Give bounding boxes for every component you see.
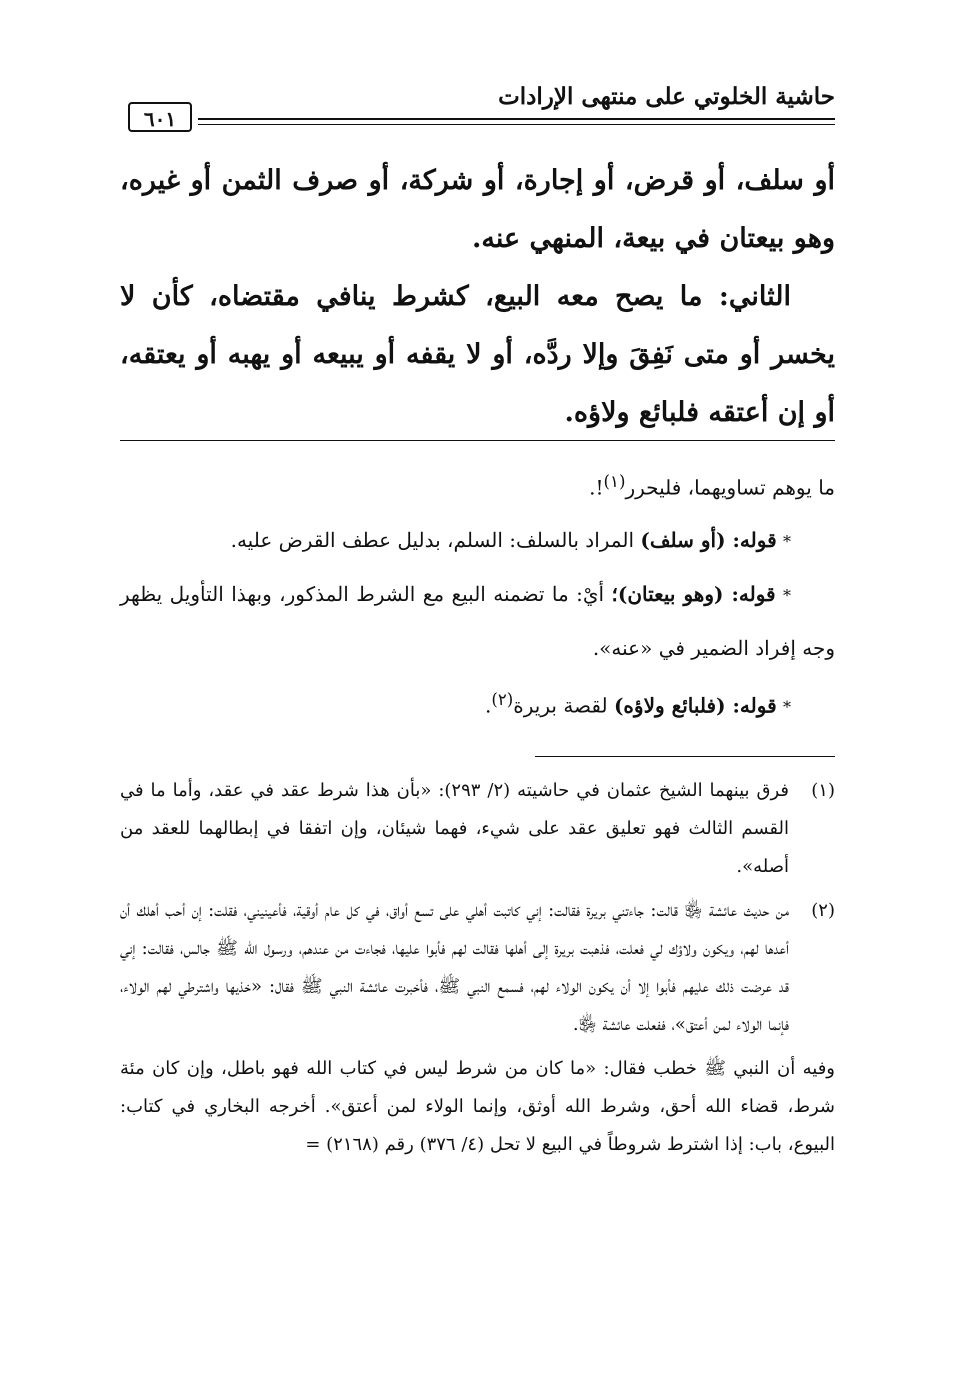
star-marker: *	[783, 697, 791, 717]
commentary-line	[120, 456, 835, 514]
commentary-label: قوله: (فلبائع ولاؤه)	[613, 693, 777, 718]
text-divider	[120, 440, 835, 441]
footnote-divider	[535, 756, 835, 757]
footnote-2	[120, 892, 835, 1044]
footnote-continuation: وفيه أن النبي ﷺ خطب فقال: «ما كان من شرط ليس في كتاب الله فهو باطل، وإن كان مئة شرط، قضاء الله أحق، وشرط الله أوثق، وإنما الولاء لمن أعتق». أخرجه البخاري في كتاب: البيوع، باب: إذا اشترط شروطاً في البيع لا تحل (٤/ ٣٧٦) رقم (٢١٦٨) =	[120, 1058, 835, 1155]
commentary-text: أيْ: ما تضمنه البيع مع الشرط المذكور، وبهذا التأويل يظهر وجه إفراد الضمير في «عنه».	[120, 581, 835, 660]
footnote-1	[120, 772, 835, 886]
commentary-text: !.	[589, 475, 604, 500]
page-header	[120, 82, 835, 132]
commentary	[120, 456, 835, 733]
footnote-text: من حديث عائشة ﵂ قالت: جاءتني بريرة فقالت: إني كاتبت أهلي على تسع أواق، في كل عام أوقية، فأعينيني، فقلت: إن أحب أهلك أن أعدها لهم، ويكون ولاؤك لي فعلت، فذهبت بريرة إلى أهلها فقالت لهم فأبوا عليها، فجاءت من عندهم، ورسول الله ﷺ جالس، فقالت: إني قد عرضت ذلك عليهم فأبوا إلا أن يكون الولاء لهم، فسمع النبي ﷺ، فأخبرت عائشة النبي ﷺ فقال: «خذيها واشترطي لهم الولاء، فإنما الولاء لمن أعتق»، ففعلت عائشة ﵂.	[120, 900, 789, 1035]
commentary-text: لقصة بريرة	[513, 693, 614, 718]
commentary-text: المراد بالسلف: السلم، بدليل عطف القرض عليه.	[230, 527, 641, 552]
commentary-text: ما يوهم تساويهما، فليحرر	[625, 475, 835, 500]
commentary-label: قوله: (وهو بيعتان)؛	[611, 581, 776, 606]
main-text	[120, 152, 835, 442]
main-paragraph-1: أو سلف، أو قرض، أو إجارة، أو شركة، أو صرف الثمن أو غيره، وهو بيعتان في بيعة، المنهي عنه.	[120, 165, 835, 254]
star-marker: *	[783, 585, 792, 605]
main-paragraph-2: الثاني: ما يصح معه البيع، كشرط ينافي مقتضاه، كأن لا يخسر أو متى نَفِقَ وإلا ردَّه، أو لا يقفه أو يبيعه أو يهبه أو يعتقه، أو إن أعتقه فلبائع ولاؤه.	[120, 281, 835, 428]
commentary-item	[120, 514, 835, 568]
footnote-marker: (١)	[811, 780, 835, 801]
commentary-item	[120, 674, 835, 734]
footnote-text: فرق بينهما الشيخ عثمان في حاشيته (٢/ ٢٩٣): «بأن هذا شرط عقد في عقد، وأما ما في القسم الثالث فهو تعليق عقد على شيء، فهما شيئان، وإن اتفقا في إبطالهما للعقد من أصله».	[120, 780, 790, 877]
header-rule	[198, 118, 835, 125]
footnote-ref: (١)	[603, 472, 626, 491]
footnotes	[120, 772, 835, 1164]
commentary-label: قوله: (أو سلف)	[640, 527, 777, 552]
page-number: ٦٠١	[128, 102, 192, 132]
footnote-ref: (٢)	[491, 689, 514, 709]
commentary-item	[120, 568, 835, 674]
footnote-marker: (٢)	[811, 900, 835, 921]
running-title: حاشية الخلوتي على منتهى الإرادات	[498, 83, 835, 110]
star-marker: *	[783, 531, 791, 551]
commentary-text: .	[484, 693, 492, 718]
